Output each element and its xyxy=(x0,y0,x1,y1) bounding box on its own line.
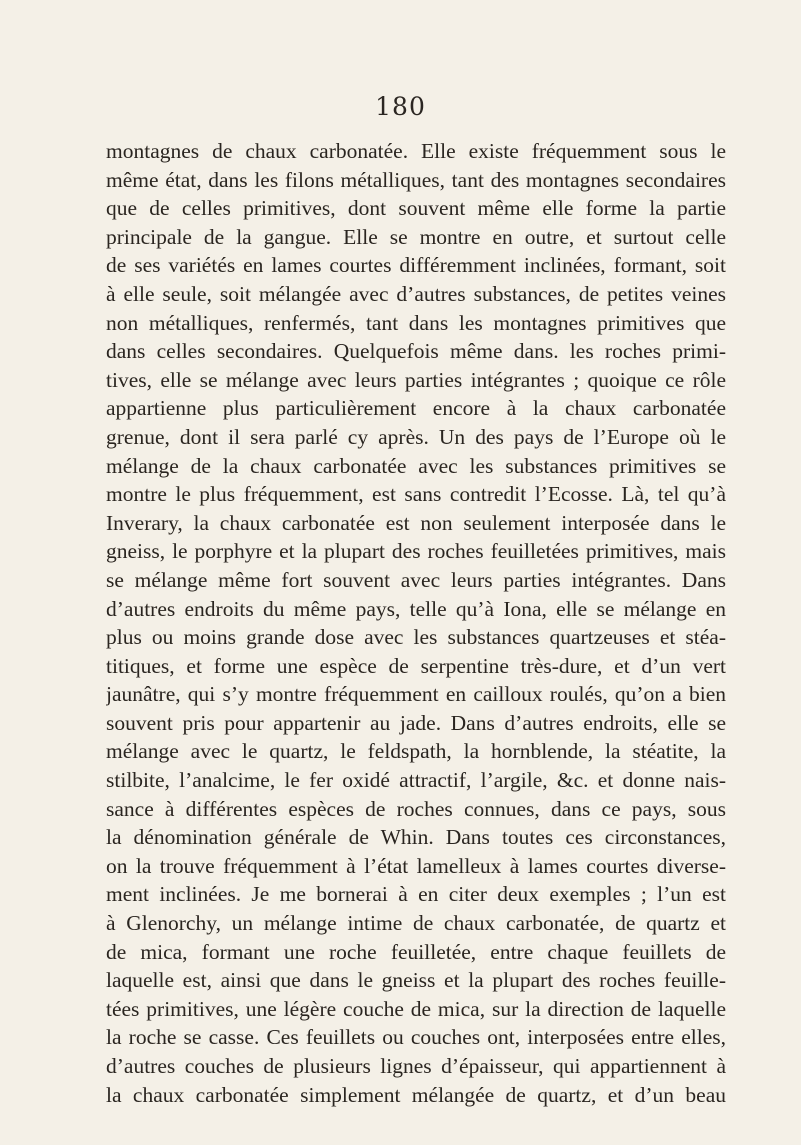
text-line: grenue, dont il sera parlé cy après. Un des pays de l’Europe où le xyxy=(106,424,726,449)
text-line: à Glenorchy, un mélange intime de chaux carbonatée, de quartz et xyxy=(106,911,726,936)
text-line: laquelle est, ainsi que dans le gneiss et la plupart des roches feuille- xyxy=(106,968,726,993)
text-line: souvent pris pour appartenir au jade. Dans d’autres endroits, elle se xyxy=(106,710,726,735)
text-line: la dénomination générale de Whin. Dans toutes ces circonstances, xyxy=(106,825,726,850)
text-line: plus ou moins grande dose avec les substances quartzeuses et stéa- xyxy=(106,625,726,650)
text-line: non métalliques, renfermés, tant dans les montagnes primitives que xyxy=(106,310,726,335)
text-line: la chaux carbonatée simplement mélangée de quartz, et d’un beau xyxy=(106,1082,726,1107)
text-line: d’autres endroits du même pays, telle qu’à Iona, elle se mélange en xyxy=(106,596,726,621)
text-line: principale de la gangue. Elle se montre en outre, et surtout celle xyxy=(106,224,726,249)
text-line: Inverary, la chaux carbonatée est non seulement interposée dans le xyxy=(106,510,726,535)
text-line: à elle seule, soit mélangée avec d’autres substances, de petites veines xyxy=(106,281,726,306)
text-line: la roche se casse. Ces feuillets ou couches ont, interposées entre elles, xyxy=(106,1025,726,1050)
text-line: même état, dans les filons métalliques, tant des montagnes secondaires xyxy=(106,167,726,192)
text-line: de ses variétés en lames courtes différemment inclinées, formant, soit xyxy=(106,253,726,278)
text-line: de mica, formant une roche feuilletée, entre chaque feuillets de xyxy=(106,939,726,964)
text-line: tives, elle se mélange avec leurs parties intégrantes ; quoique ce rôle xyxy=(106,367,726,392)
text-line: tées primitives, une légère couche de mica, sur la direction de laquelle xyxy=(106,996,726,1021)
text-line: mélange de la chaux carbonatée avec les substances primitives se xyxy=(106,453,726,478)
page-number: 180 xyxy=(375,92,426,121)
text-line: on la trouve fréquemment à l’état lamelleux à lames courtes diverse- xyxy=(106,853,726,878)
text-line: se mélange même fort souvent avec leurs parties intégrantes. Dans xyxy=(106,567,726,592)
text-line: titiques, et forme une espèce de serpentine très-dure, et d’un vert xyxy=(106,653,726,678)
text-line: gneiss, le porphyre et la plupart des roches feuilletées primitives, mais xyxy=(106,539,726,564)
text-line: montagnes de chaux carbonatée. Elle existe fréquemment sous le xyxy=(106,139,726,163)
text-line: montre le plus fréquemment, est sans contredit l’Ecosse. Là, tel qu’à xyxy=(106,482,726,507)
text-line: jaunâtre, qui s’y montre fréquemment en cailloux roulés, qu’on a bien xyxy=(106,682,726,707)
text-line: dans celles secondaires. Quelquefois même dans. les roches primi- xyxy=(106,339,726,364)
text-line: que de celles primitives, dont souvent même elle forme la partie xyxy=(106,196,726,221)
text-line: appartienne plus particulièrement encore à la chaux carbonatée xyxy=(106,396,726,421)
text-line: ment inclinées. Je me bornerai à en citer deux exemples ; l’un est xyxy=(106,882,726,907)
text-line: mélange avec le quartz, le feldspath, la hornblende, la stéatite, la xyxy=(106,739,726,764)
text-line: sance à différentes espèces de roches connues, dans ce pays, sous xyxy=(106,796,726,821)
text-line: stilbite, l’analcime, le fer oxidé attractif, l’argile, &c. et donne nais- xyxy=(106,768,726,793)
text-line: d’autres couches de plusieurs lignes d’épaisseur, qui appartiennent à xyxy=(106,1054,726,1078)
body-text xyxy=(106,137,726,1109)
